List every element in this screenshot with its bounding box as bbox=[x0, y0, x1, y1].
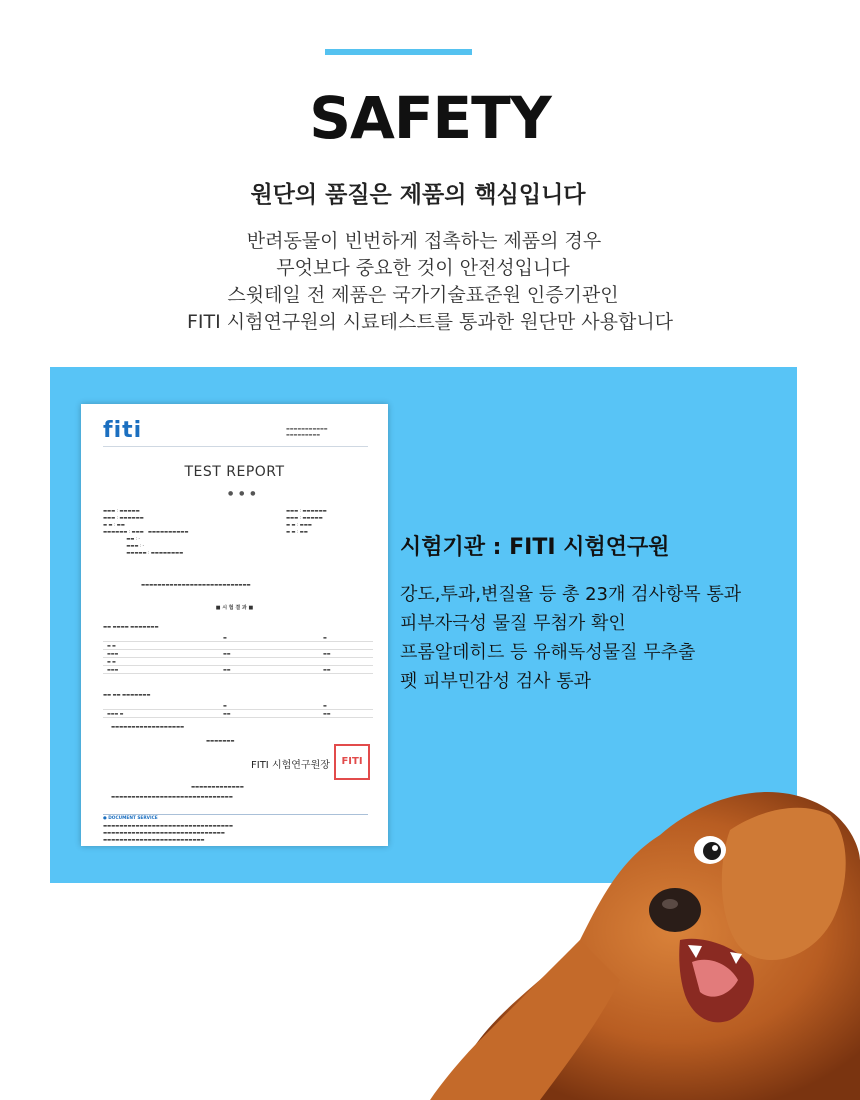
dog-image bbox=[430, 740, 860, 1100]
report-table-2 bbox=[103, 702, 373, 718]
report-footnote: ▬▬▬▬▬▬▬▬▬▬▬▬▬▬▬▬▬▬ bbox=[111, 725, 185, 730]
report-meta-right: ▬▬▬ : ▬▬▬▬▬▬ ▬▬▬ : ▬▬▬▬▬ ▬ ▬ : ▬▬▬ ▬ ▬ : ▬▬ bbox=[286, 509, 327, 535]
report-table2-title: ▬▬ ▬▬ ▬▬▬▬▬▬▬ bbox=[103, 693, 151, 698]
description-line: 반려동물이 빈번하게 접촉하는 제품의 경우 bbox=[246, 230, 602, 252]
report-divider bbox=[103, 446, 368, 447]
report-table-1 bbox=[103, 634, 373, 674]
table-row: ▬▬▬ ▬ ▬▬ ▬▬ bbox=[103, 710, 373, 718]
report-issue-number: ▬▬▬▬▬▬▬▬▬▬▬▬▬ bbox=[191, 785, 244, 790]
report-address: ▬▬▬▬▬▬▬▬▬▬▬ ▬▬▬▬▬▬▬▬▬ bbox=[286, 426, 328, 437]
list-item: 피부자극성 물질 무첨가 확인 bbox=[400, 613, 626, 634]
test-institution: 시험기관 : FITI 시험연구원 bbox=[400, 535, 670, 560]
report-dots: ● ● ● bbox=[228, 490, 258, 497]
report-doc-notes: ▬▬▬▬▬▬▬▬▬▬▬▬▬▬▬▬▬▬▬▬▬▬▬▬▬▬▬▬▬▬▬▬ ▬▬▬▬▬▬▬▬▬▬▬▬▬▬▬▬▬▬▬▬▬▬▬▬▬▬▬▬▬▬ ▬▬▬▬▬▬▬▬▬▬▬▬▬▬▬▬▬▬▬▬▬▬▬▬▬ bbox=[103, 824, 233, 843]
table-row: ▬ ▬ bbox=[103, 634, 373, 642]
fiti-logo: fiti bbox=[103, 418, 143, 443]
list-item: 프롬알데히드 등 유해독성물질 무추출 bbox=[400, 642, 696, 663]
page-title: SAFETY bbox=[309, 84, 551, 152]
table-row: ▬ ▬ bbox=[103, 702, 373, 710]
report-signature: FITI 시험연구원장 bbox=[251, 760, 330, 771]
report-meta-left: ▬▬▬ : ▬▬▬▬▬ ▬▬▬ : ▬▬▬▬▬▬ ▬ ▬ : ▬▬ ▬▬▬▬▬▬ : ▬▬▬ ▬▬▬▬▬▬▬▬▬▬ ▬▬ : - ▬▬▬ : - ▬▬▬▬▬ : ▬▬▬▬▬▬▬▬ bbox=[103, 509, 189, 556]
report-stamp: FITI bbox=[334, 744, 370, 780]
report-next-page: ▬▬▬▬▬▬▬ bbox=[206, 739, 235, 744]
accent-bar bbox=[325, 49, 472, 55]
table-row: ▬▬▬ ▬▬ ▬▬ bbox=[103, 666, 373, 674]
report-verify-note: ▬▬▬▬▬▬▬▬▬▬▬▬▬▬▬▬▬▬▬▬▬▬▬▬▬▬▬▬▬▬ bbox=[111, 795, 233, 800]
report-doc-service: ● DOCUMENT SERVICE bbox=[103, 816, 158, 821]
description-line: FITI 시험연구원의 시료테스트를 통과한 원단만 사용합니다 bbox=[186, 311, 674, 333]
test-results-list bbox=[400, 580, 741, 696]
report-table1-title: ▬▬ ▬▬▬▬ ▬▬▬▬▬▬▬ bbox=[103, 625, 159, 630]
report-section-title: ■ 시 험 결 과 ■ bbox=[215, 605, 254, 611]
description bbox=[0, 228, 860, 336]
page-subtitle: 원단의 품질은 제품의 핵심입니다 bbox=[250, 182, 586, 208]
report-note: ▬▬▬▬▬▬▬▬▬▬▬▬▬▬▬▬▬▬▬▬▬▬▬▬▬▬▬ bbox=[141, 583, 251, 588]
description-line: 스윗테일 전 제품은 국가기술표준원 인증기관인 bbox=[227, 284, 619, 306]
list-item: 강도,투과,변질율 등 총 23개 검사항목 통과 bbox=[400, 584, 742, 605]
table-row: ▬ ▬ bbox=[103, 658, 373, 666]
report-title: TEST REPORT bbox=[184, 464, 285, 480]
test-report-image bbox=[81, 404, 388, 846]
table-row: ▬▬▬ ▬▬ ▬▬ bbox=[103, 650, 373, 658]
list-item: 펫 피부민감성 검사 통과 bbox=[400, 671, 592, 692]
table-row: ▬ ▬ bbox=[103, 642, 373, 650]
description-line: 무엇보다 중요한 것이 안전성입니다 bbox=[276, 257, 570, 279]
